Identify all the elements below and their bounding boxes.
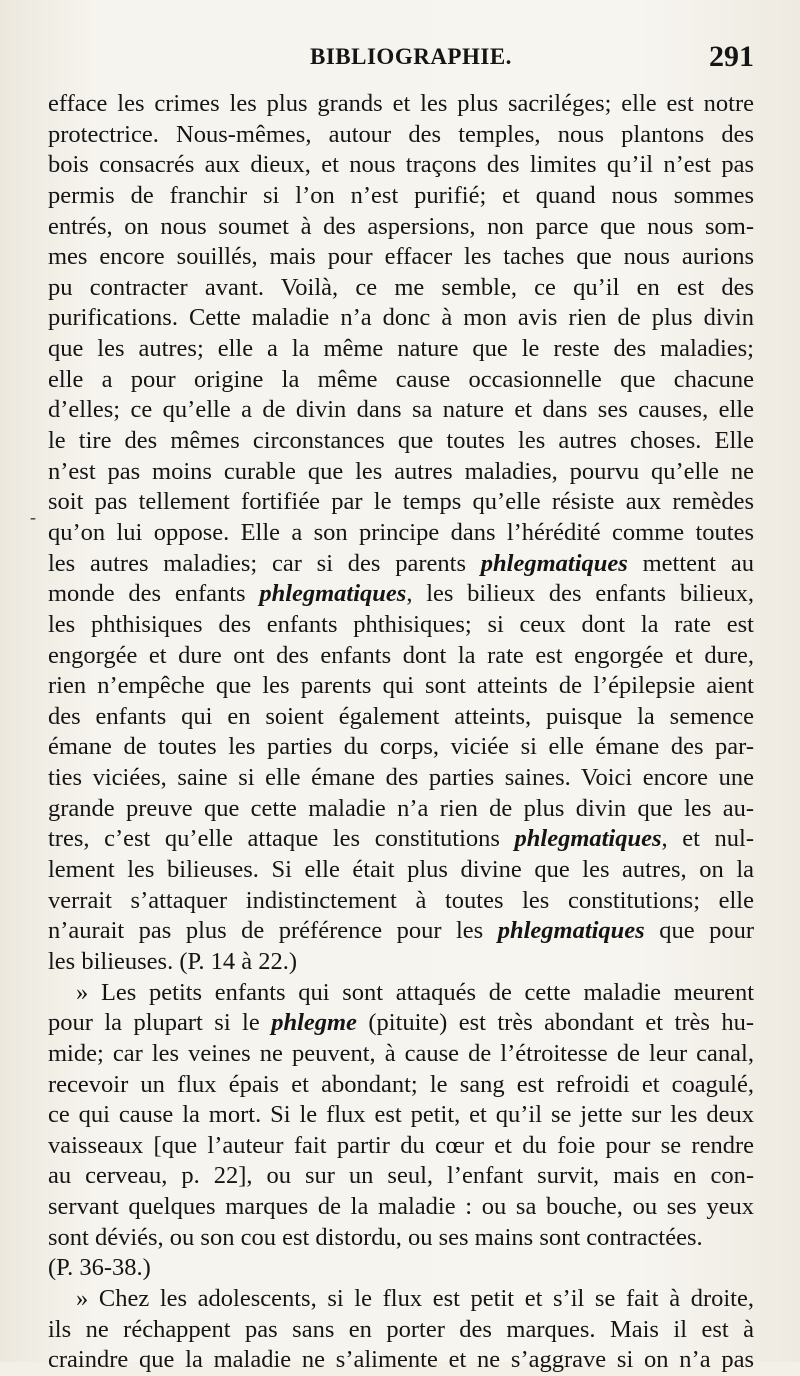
text-line	[48, 1284, 754, 1315]
text-segment: monde des enfants	[48, 580, 260, 608]
text-line	[48, 1100, 754, 1131]
text-segment: servant quelques marques de la maladie : ou sa bouche, ou ses yeux	[48, 1193, 754, 1221]
italic-term: phlegmatiques	[480, 549, 628, 577]
page-header	[48, 40, 754, 80]
italic-term: phlegmatiques	[514, 825, 662, 853]
text-segment: que les autres; elle a la même nature que le reste des maladies;	[48, 335, 754, 363]
text-line	[48, 549, 754, 580]
text-line	[48, 273, 754, 304]
text-segment: elle a pour origine la même cause occasionnelle que chacune	[48, 365, 754, 393]
text-line	[48, 1131, 754, 1162]
text-line	[48, 1223, 754, 1254]
text-segment: vaisseaux [que l’auteur fait partir du cœur et du foie pour se rendre	[48, 1131, 754, 1159]
text-segment: les phthisiques des enfants phthisiques; si ceux dont la rate est	[48, 610, 754, 638]
text-segment: craindre que la maladie ne s’alimente et ne s’aggrave si on n’a pas	[48, 1346, 754, 1374]
text-segment: pu contracter avant. Voilà, ce me semble, ce qu’il en est des	[48, 273, 754, 301]
text-segment: protectrice. Nous-mêmes, autour des temples, nous plantons des	[48, 120, 754, 148]
text-segment: purifications. Cette maladie n’a donc à mon avis rien de plus divin	[48, 304, 754, 332]
text-segment: n’aurait pas plus de préférence pour les	[48, 917, 498, 945]
text-segment: lement les bilieuses. Si elle était plus divine que les autres, on la	[48, 856, 754, 884]
text-line	[48, 763, 754, 794]
text-line	[48, 1345, 754, 1376]
text-line	[48, 426, 754, 457]
italic-term: phlegme	[271, 1009, 357, 1037]
italic-term: phlegmatiques	[497, 917, 645, 945]
text-line	[48, 824, 754, 855]
text-segment: , et nul-	[661, 825, 754, 853]
text-segment: mide; car les veines ne peuvent, à cause de l’étroitesse de leur canal,	[48, 1039, 754, 1067]
text-segment: mes encore souillés, mais pour effacer les taches que nous aurions	[48, 243, 754, 271]
text-line	[48, 150, 754, 181]
text-line	[48, 1039, 754, 1070]
text-line	[48, 1192, 754, 1223]
text-segment: émane de toutes les parties du corps, viciée si elle émane des par-	[48, 733, 754, 761]
text-segment: efface les crimes les plus grands et les plus sacriléges; elle est notre	[48, 90, 754, 117]
text-line	[48, 487, 754, 518]
text-segment: verrait s’attaquer indistinctement à toutes les constitutions; elle	[48, 886, 754, 914]
text-line	[48, 610, 754, 641]
text-segment: (P. 36-38.)	[48, 1254, 151, 1282]
text-segment: sont déviés, ou son cou est distordu, ou ses mains sont contractées.	[48, 1223, 703, 1251]
text-segment: le tire des mêmes circonstances que toutes les autres choses. Elle	[48, 427, 754, 455]
text-line	[48, 702, 754, 733]
text-line	[48, 1008, 754, 1039]
text-line	[48, 794, 754, 825]
text-segment: les bilieuses. (P. 14 à 22.)	[48, 947, 298, 975]
text-line	[48, 1070, 754, 1101]
text-segment: les autres maladies; car si des parents	[48, 549, 481, 577]
text-segment: ce qui cause la mort. Si le flux est petit, et qu’il se jette sur les deux	[48, 1101, 754, 1129]
text-line	[48, 671, 754, 702]
text-segment: (pituite) est très abondant et très hu-	[356, 1009, 754, 1037]
text-line	[48, 365, 754, 396]
text-line	[48, 212, 754, 243]
text-line	[48, 518, 754, 549]
text-segment: ties viciées, saine si elle émane des parties saines. Voici encore une	[48, 764, 754, 792]
text-line	[48, 89, 754, 120]
text-segment: n’est pas moins curable que les autres maladies, pourvu qu’elle ne	[48, 457, 754, 485]
text-line	[48, 395, 754, 426]
text-line	[48, 303, 754, 334]
page-number: 291	[709, 40, 754, 73]
text-line	[48, 732, 754, 763]
text-segment: » Chez les adolescents, si le flux est petit et s’il se fait à droite,	[76, 1284, 754, 1312]
text-line	[48, 457, 754, 488]
text-line	[48, 242, 754, 273]
text-segment: permis de franchir si l’on n’est purifié; et quand nous sommes	[48, 181, 754, 209]
text-segment: mettent au	[627, 549, 754, 577]
body-text	[48, 89, 754, 1376]
text-segment: d’elles; ce qu’elle a de divin dans sa nature et dans ses causes, elle	[48, 396, 754, 424]
text-segment: entrés, on nous soumet à des aspersions, non parce que nous som-	[48, 212, 754, 240]
text-segment: rien n’empêche que les parents qui sont atteints de l’épilepsie aient	[48, 672, 754, 700]
italic-term: phlegmatiques	[259, 580, 407, 608]
text-segment: grande preuve que cette maladie n’a rien de plus divin que les au-	[48, 794, 754, 822]
text-line	[48, 947, 754, 978]
running-title: BIBLIOGRAPHIE.	[310, 44, 512, 69]
text-line	[48, 855, 754, 886]
text-line	[48, 120, 754, 151]
text-segment: , les bilieux des enfants bilieux,	[406, 580, 754, 608]
text-segment: engorgée et dure ont des enfants dont la rate est engorgée et dure,	[48, 641, 754, 669]
text-line	[48, 978, 754, 1009]
text-segment: soit pas tellement fortifiée par le temps qu’elle résiste aux remèdes	[48, 488, 754, 516]
text-segment: ils ne réchappent pas sans en porter des marques. Mais il est à	[48, 1315, 754, 1343]
text-line	[48, 1315, 754, 1346]
text-segment: pour la plupart si le	[48, 1009, 272, 1037]
text-line	[48, 641, 754, 672]
text-segment: qu’on lui oppose. Elle a son principe dans l’hérédité comme toutes	[48, 518, 754, 546]
text-line	[48, 181, 754, 212]
text-segment: recevoir un flux épais et abondant; le sang est refroidi et coagulé,	[48, 1070, 754, 1098]
text-line	[48, 1253, 754, 1284]
text-segment: bois consacrés aux dieux, et nous traçons des limites qu’il n’est pas	[48, 151, 754, 179]
text-segment: au cerveau, p. 22], ou sur un seul, l’enfant survit, mais en con-	[48, 1162, 754, 1190]
text-segment: des enfants qui en soient également atteints, puisque la semence	[48, 702, 754, 730]
text-segment: que pour	[644, 917, 754, 945]
text-line	[48, 1161, 754, 1192]
text-segment: » Les petits enfants qui sont attaqués de cette maladie meurent	[76, 978, 754, 1006]
text-line	[48, 579, 754, 610]
text-line	[48, 916, 754, 947]
text-line	[48, 886, 754, 917]
margin-mark: -	[30, 507, 36, 527]
text-segment: tres, c’est qu’elle attaque les constitutions	[48, 825, 515, 853]
text-line	[48, 334, 754, 365]
